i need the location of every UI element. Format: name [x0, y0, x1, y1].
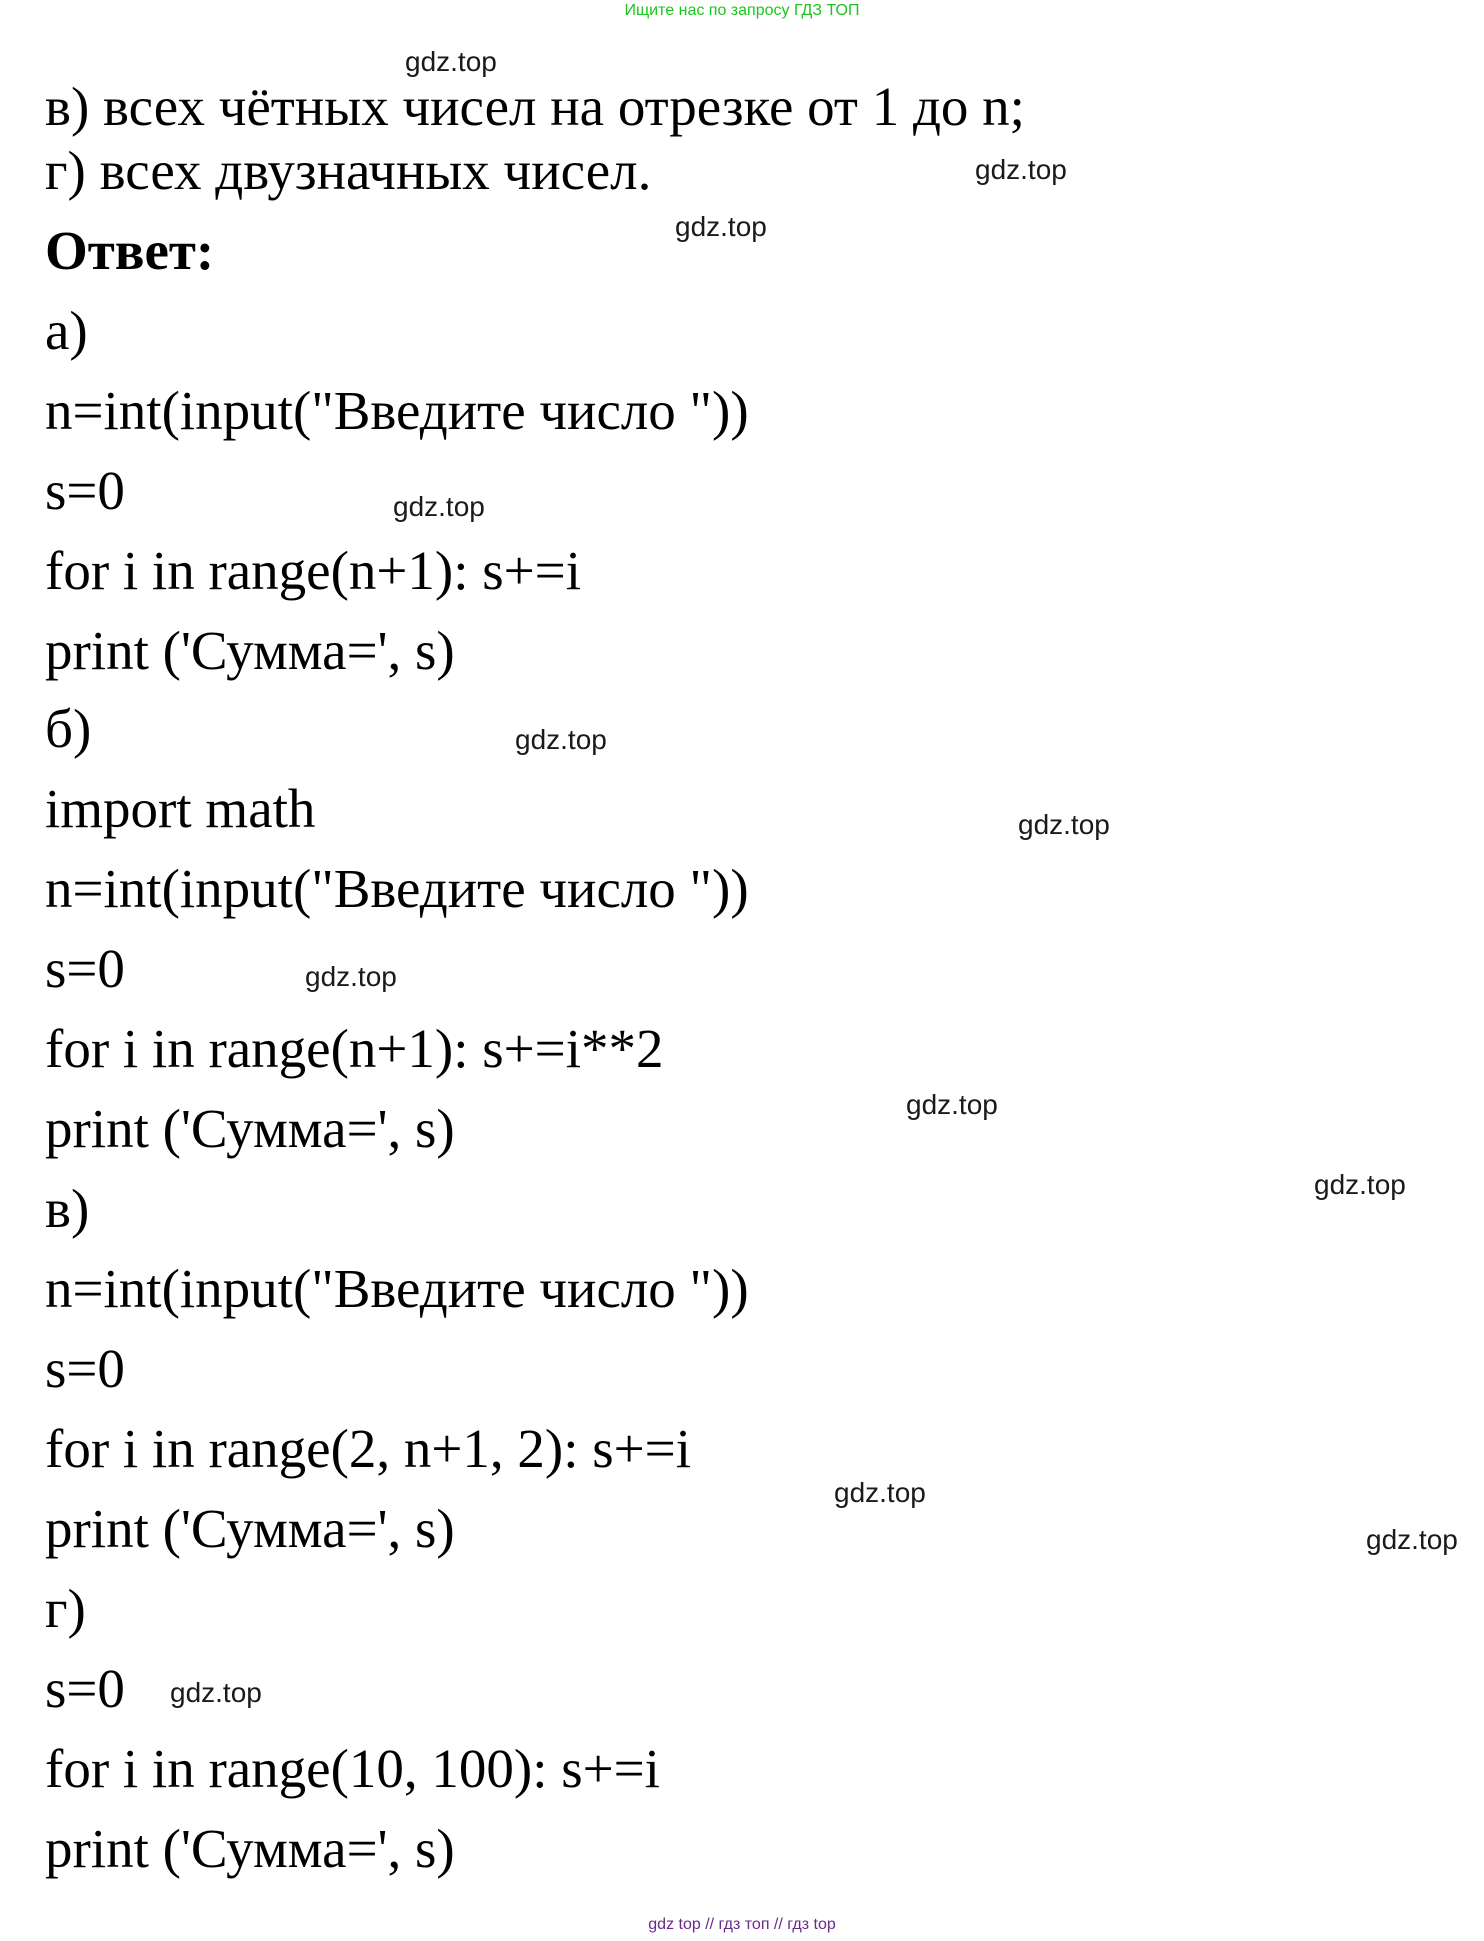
- watermark: gdz.top: [1366, 1524, 1458, 1555]
- code-line: s=0: [45, 1658, 125, 1719]
- solution-b-label: б): [45, 698, 92, 759]
- code-line: for i in range(n+1): s+=i**2: [45, 1018, 664, 1079]
- code-line: print ('Сумма=', s): [45, 1498, 455, 1559]
- code-line: import math: [45, 778, 316, 839]
- solution-v-label: в): [45, 1178, 90, 1239]
- watermark: gdz.top: [1018, 809, 1110, 840]
- watermark: gdz.top: [675, 211, 767, 242]
- watermark: gdz.top: [906, 1089, 998, 1120]
- solution-a-label: а): [45, 300, 88, 361]
- watermark: gdz.top: [393, 491, 485, 522]
- code-line: for i in range(2, n+1, 2): s+=i: [45, 1418, 691, 1479]
- code-line: n=int(input("Введите число ")): [45, 1258, 749, 1319]
- code-line: n=int(input("Введите число ")): [45, 858, 749, 919]
- solution-g-label: г): [45, 1578, 86, 1639]
- code-line: s=0: [45, 460, 125, 521]
- watermark: gdz.top: [305, 961, 397, 992]
- code-line: for i in range(n+1): s+=i: [45, 540, 581, 601]
- top-banner: Ищите нас по запросу ГДЗ ТОП: [624, 2, 860, 19]
- code-line: print ('Сумма=', s): [45, 1818, 455, 1879]
- code-line: for i in range(10, 100): s+=i: [45, 1738, 660, 1799]
- code-line: print ('Сумма=', s): [45, 620, 455, 681]
- watermark: gdz.top: [170, 1677, 262, 1708]
- watermark: gdz.top: [1314, 1169, 1406, 1200]
- code-line: s=0: [45, 938, 125, 999]
- code-line: s=0: [45, 1338, 125, 1399]
- watermark: gdz.top: [405, 46, 497, 77]
- code-line: print ('Сумма=', s): [45, 1098, 455, 1159]
- watermark: gdz.top: [834, 1477, 926, 1508]
- watermark: gdz.top: [975, 154, 1067, 185]
- task-item-v: в) всех чётных чисел на отрезке от 1 до n;: [45, 76, 1025, 137]
- code-line: n=int(input("Введите число ")): [45, 380, 749, 441]
- task-item-g: г) всех двузначных чисел.: [45, 140, 652, 201]
- watermark: gdz.top: [515, 724, 607, 755]
- answer-heading: Ответ:: [45, 220, 215, 281]
- footer: gdz top // гдз топ // гдз top: [648, 1916, 836, 1933]
